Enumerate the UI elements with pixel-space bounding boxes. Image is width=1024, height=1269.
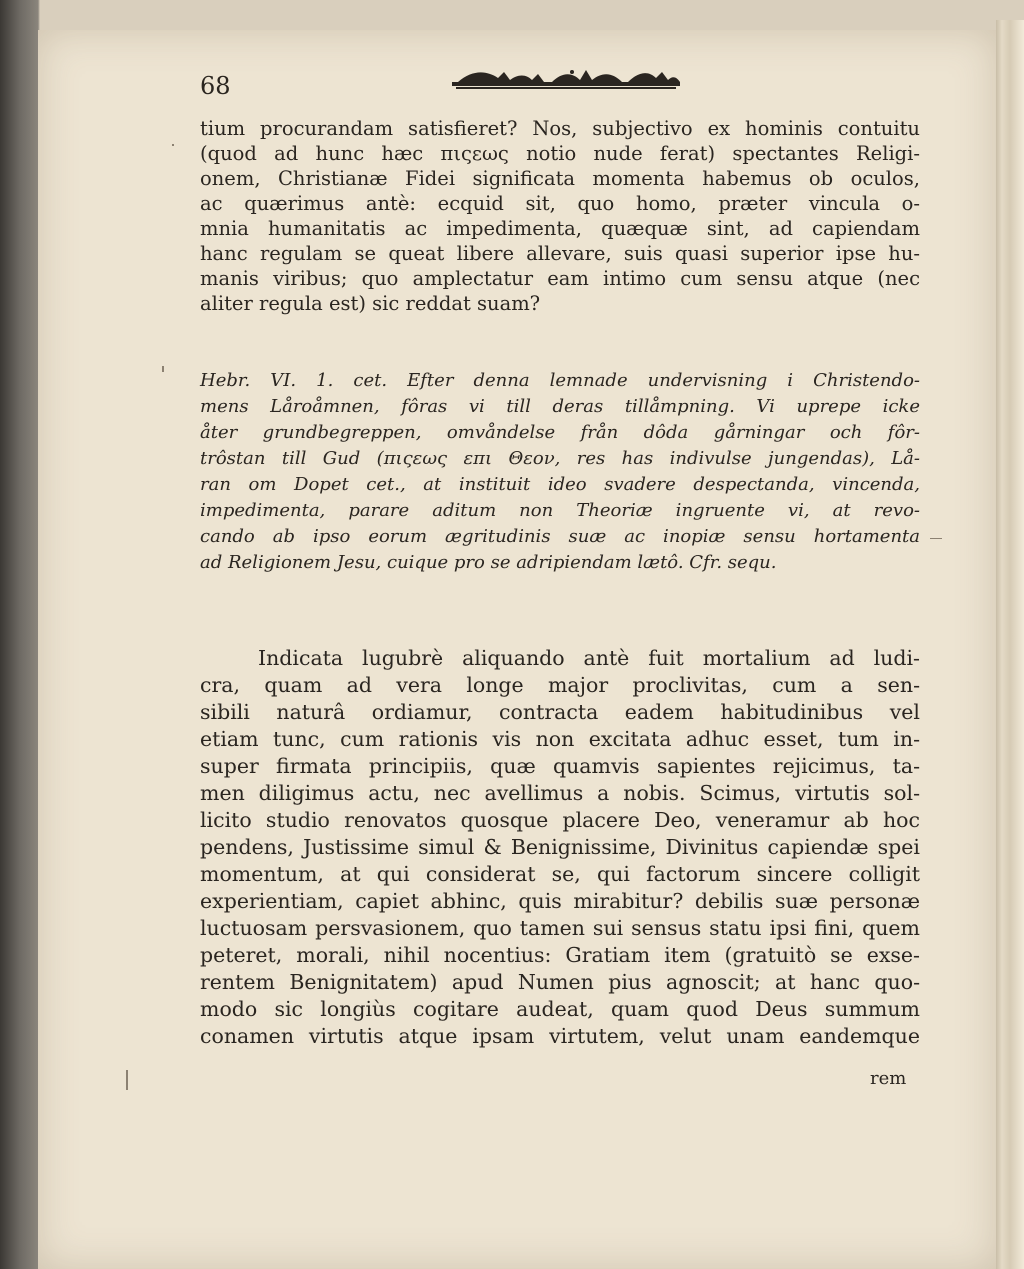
text-line: Indicata lugubrè aliquando antè fuit mortalium ad ludi- bbox=[258, 646, 920, 670]
text-line: rentem Benignitatem) apud Numen pius agnoscit; at hanc quo- bbox=[200, 970, 920, 994]
text-line: conamen virtutis atque ipsam virtutem, velut unam eandemque bbox=[200, 1024, 920, 1048]
text-line: (quod ad hunc hæc πιςεως notio nude ferat) spectantes Religi- bbox=[200, 142, 920, 165]
text-line: experientiam, capiet abhinc, quis mirabitur? debilis suæ personæ bbox=[200, 889, 920, 913]
note-line: ad Religionem Jesu, cuique pro se adripiendam lætô. Cfr. sequ. bbox=[200, 552, 777, 573]
text-line: sibili naturâ ordiamur, contracta eadem habitudinibus vel bbox=[200, 700, 920, 724]
text-line: licito studio renovatos quosque placere Deo, veneramur ab hoc bbox=[200, 808, 920, 832]
text-line: men diligimus actu, nec avellimus a nobis. Scimus, virtutis sol- bbox=[200, 781, 920, 805]
text-line: pendens, Justissime simul & Benignissime, Divinitus capiendæ spei bbox=[200, 835, 920, 859]
decorative-headpiece-ornament-icon bbox=[452, 66, 680, 92]
ink-speck bbox=[930, 538, 942, 539]
text-line: luctuosam persvasionem, quo tamen sui sensus statu ipsi fini, quem bbox=[200, 916, 920, 940]
text-line: ac quærimus antè: ecquid sit, quo homo, præter vincula o- bbox=[200, 192, 920, 215]
note-line: impedimenta, parare aditum non Theoriæ ingruente vi, at revo- bbox=[200, 500, 920, 521]
ink-speck bbox=[126, 1070, 128, 1090]
page-edge bbox=[996, 20, 1024, 1269]
text-line: etiam tunc, cum rationis vis non excitata adhuc esset, tum in- bbox=[200, 727, 920, 751]
note-line: trôstan till Gud (πιςεως επι Θεον, res has indivulse jungendas), Lå- bbox=[200, 448, 920, 469]
text-line: aliter regula est) sic reddat suam? bbox=[200, 292, 541, 315]
text-line: manis viribus; quo amplectatur eam intimo cum sensu atque (nec bbox=[200, 267, 920, 290]
text-line: peteret, morali, nihil nocentius: Gratiam item (gratuitò se exse- bbox=[200, 943, 920, 967]
catchword: rem bbox=[870, 1068, 907, 1089]
text-line: onem, Christianæ Fidei significata momenta habemus ob oculos, bbox=[200, 167, 920, 190]
note-line: cando ab ipso eorum ægritudinis suæ ac inopiæ sensu hortamenta bbox=[200, 526, 920, 547]
note-line: åter grundbegreppen, omvåndelse från dôda gårningar och fôr- bbox=[200, 422, 920, 443]
note-line: mens Låroåmnen, fôras vi till deras tillåmpning. Vi uprepe icke bbox=[200, 396, 920, 417]
note-line: ran om Dopet cet., at instituit ideo svadere despectanda, vincenda, bbox=[200, 474, 920, 495]
text-line: modo sic longiùs cogitare audeat, quam quod Deus summum bbox=[200, 997, 920, 1021]
text-line: mnia humanitatis ac impedimenta, quæquæ sint, ad capiendam bbox=[200, 217, 920, 240]
text-line: cra, quam ad vera longe major proclivitas, cum a sen- bbox=[200, 673, 920, 697]
text-line: super firmata principiis, quæ quamvis sapientes rejicimus, ta- bbox=[200, 754, 920, 778]
text-line: momentum, at qui considerat se, qui factorum sincere colligit bbox=[200, 862, 920, 886]
page-number: 68 bbox=[200, 72, 231, 100]
ink-speck bbox=[172, 144, 174, 146]
text-line: tium procurandam satisfieret? Nos, subjectivo ex hominis contuitu bbox=[200, 117, 920, 140]
text-line: hanc regulam se queat libere allevare, suis quasi superior ipse hu- bbox=[200, 242, 920, 265]
ink-speck bbox=[162, 366, 164, 372]
note-line: Hebr. VI. 1. cet. Efter denna lemnade undervisning i Christendo- bbox=[200, 370, 920, 391]
